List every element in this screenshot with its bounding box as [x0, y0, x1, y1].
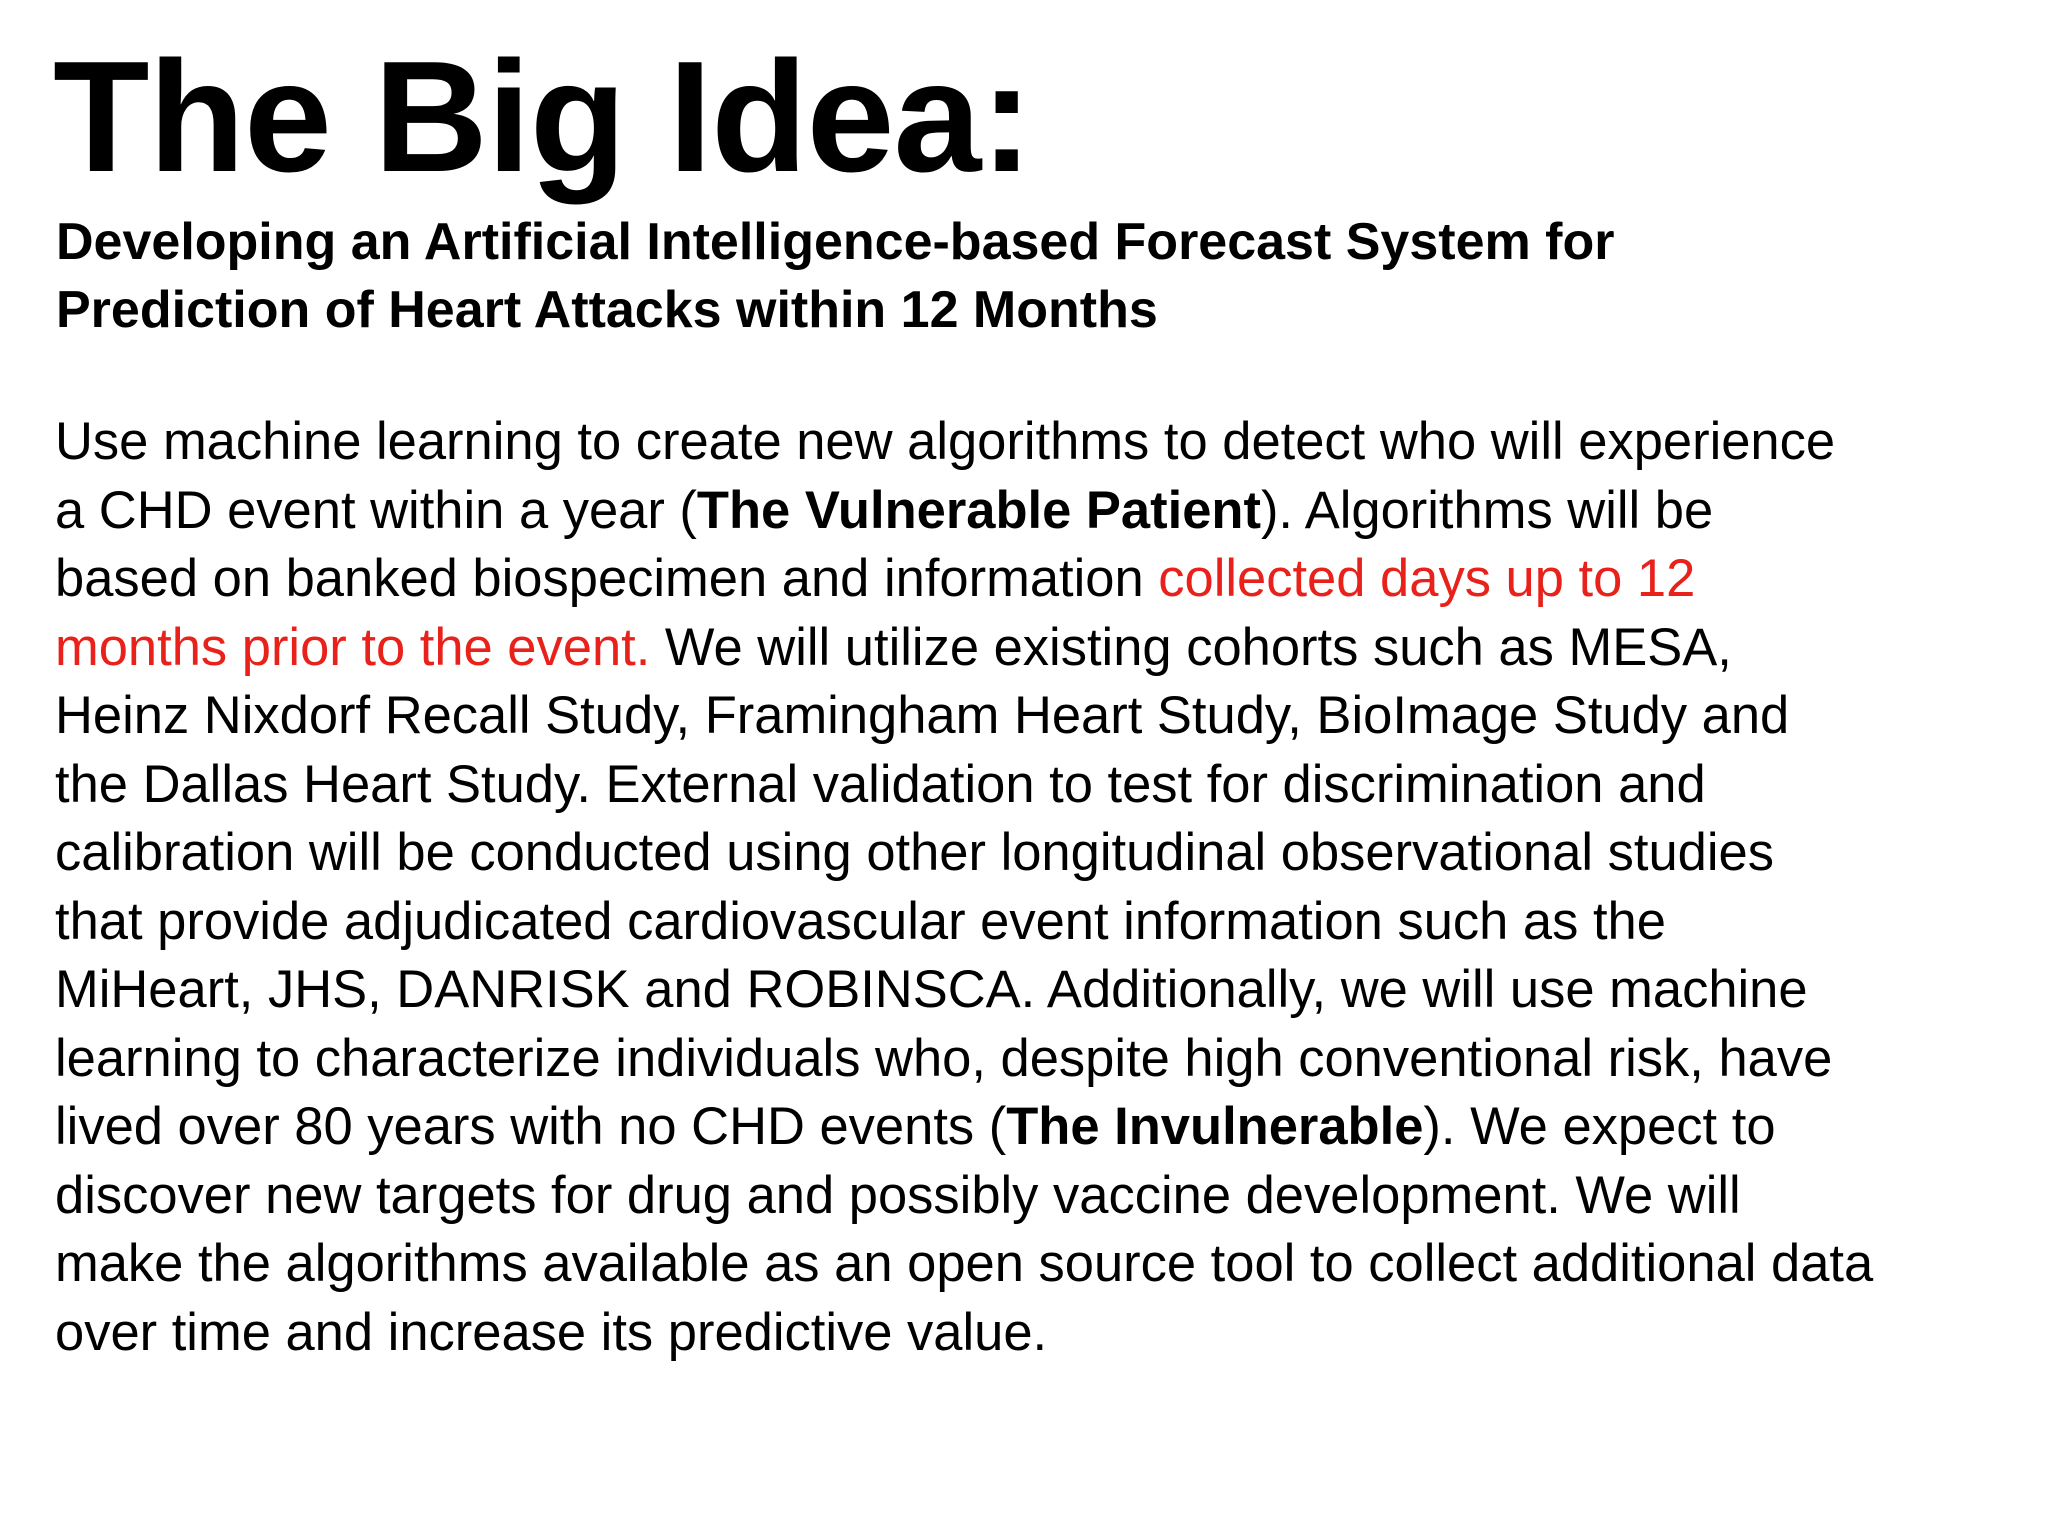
body-line	[55, 545, 2045, 614]
body-line: MiHeart, JHS, DANRISK and ROBINSCA. Additionally, we will use machine	[55, 960, 1808, 1019]
vulnerable-patient-term: The Vulnerable Patient	[696, 480, 1261, 540]
body-line: learning to characterize individuals who, despite high conventional risk, have	[55, 1028, 1833, 1088]
body-text: ). Algorithms will be	[1260, 480, 1714, 540]
body-line: the Dallas Heart Study. External validation to test for discrimination and	[55, 754, 1706, 814]
subtitle-line: Developing an Artificial Intelligence-based Forecast System for	[56, 213, 1615, 271]
body-paragraph	[55, 408, 2045, 1367]
body-line	[55, 1093, 2045, 1162]
body-line: over time and increase its predictive value.	[55, 1302, 1048, 1362]
body-text: based on banked biospecimen and information	[55, 549, 1159, 608]
slide-subtitle	[56, 208, 1956, 344]
body-text: We will utilize existing cohorts such as MESA,	[650, 617, 1732, 677]
highlighted-text: months prior to the event.	[55, 617, 651, 677]
body-text: a CHD event within a year (	[55, 480, 697, 540]
body-text: lived over 80 years with no CHD events (	[55, 1097, 1007, 1156]
body-line	[55, 477, 2045, 546]
body-line: discover new targets for drug and possibly vaccine development. We will	[55, 1165, 1741, 1225]
body-line: that provide adjudicated cardiovascular event information such as the	[55, 891, 1666, 951]
body-line: make the algorithms available as an open source tool to collect additional data	[55, 1234, 1874, 1293]
body-line	[55, 614, 2045, 683]
subtitle-line: Prediction of Heart Attacks within 12 Months	[56, 281, 1158, 339]
body-text: ). We expect to	[1423, 1097, 1776, 1156]
invulnerable-term: The Invulnerable	[1006, 1097, 1424, 1156]
slide-title: The Big Idea:	[53, 29, 1032, 205]
body-line: calibration will be conducted using other longitudinal observational studies	[55, 823, 1774, 882]
highlighted-text: collected days up to 12	[1158, 549, 1696, 608]
body-line: Use machine learning to create new algorithms to detect who will experience	[55, 412, 1836, 471]
body-line: Heinz Nixdorf Recall Study, Framingham Heart Study, BioImage Study and	[55, 686, 1790, 745]
